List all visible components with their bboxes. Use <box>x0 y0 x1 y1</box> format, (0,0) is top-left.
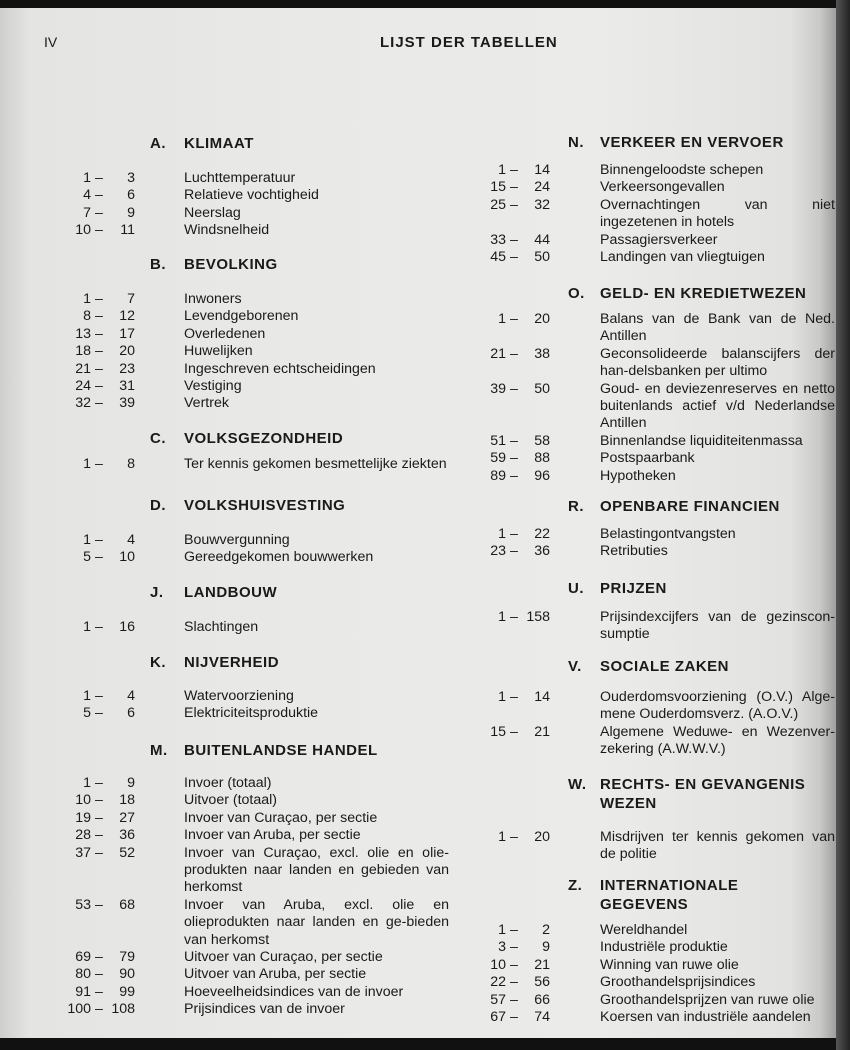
range-to: 108 <box>111 1001 135 1018</box>
entry-description: Passagiersverkeer <box>600 231 718 248</box>
entry-description: Slachtingen <box>184 619 259 635</box>
entry-description: Uitvoer (totaal) <box>184 792 278 809</box>
table-entry <box>0 829 835 864</box>
table-entry <box>0 922 835 939</box>
range-from: 25 <box>490 196 506 213</box>
range-dash: – <box>510 345 518 362</box>
table-range <box>466 232 550 249</box>
section-title: GELD- EN KREDIETWEZEN <box>600 285 807 302</box>
table-range <box>466 543 550 560</box>
entry-description: Goud- en deviezenreserves en netto buitenlands actief v/d Nederlandse Antillen <box>600 380 835 432</box>
table-entry <box>0 162 835 179</box>
table-entry <box>0 689 835 724</box>
range-dash: – <box>95 827 103 844</box>
range-dash: – <box>510 231 518 248</box>
entry-description: Ter kennis gekomen besmettelijke ziekten <box>184 456 447 472</box>
section-title: BEVOLKING <box>184 256 278 273</box>
table-entry <box>0 197 835 232</box>
range-to: 23 <box>119 360 135 377</box>
range-to: 20 <box>534 311 550 327</box>
range-to: 18 <box>119 792 135 809</box>
table-range <box>466 450 550 467</box>
range-to: 6 <box>127 705 135 722</box>
range-from: 1 <box>498 829 506 845</box>
range-dash: – <box>510 723 518 740</box>
range-dash: – <box>510 829 518 845</box>
range-dash: – <box>95 325 103 342</box>
range-to: 74 <box>534 1009 550 1026</box>
range-to: 16 <box>119 619 135 635</box>
range-dash: – <box>95 360 103 377</box>
range-to: 38 <box>534 345 550 362</box>
table-entry <box>0 346 835 381</box>
range-to: 32 <box>534 196 550 213</box>
table-entry <box>0 724 835 759</box>
range-dash: – <box>510 922 518 938</box>
table-range <box>51 775 135 792</box>
entry-description: Groothandelsprijsindices <box>600 974 756 991</box>
range-dash: – <box>95 844 103 861</box>
range-dash: – <box>510 974 518 991</box>
range-dash: – <box>510 162 518 178</box>
range-from: 1 <box>83 291 91 307</box>
range-from: 37 <box>75 844 91 861</box>
table-entry <box>0 810 449 827</box>
table-range <box>466 609 550 626</box>
table-range <box>466 829 550 846</box>
table-range <box>466 957 550 974</box>
range-dash: – <box>510 450 518 467</box>
range-to: 11 <box>120 222 135 239</box>
range-from: 1 <box>498 526 506 542</box>
range-to: 7 <box>127 291 135 307</box>
range-from: 1 <box>498 689 506 705</box>
range-to: 9 <box>542 939 550 956</box>
range-dash: – <box>95 705 103 722</box>
section-letter: C. <box>150 430 166 447</box>
range-from: 1 <box>498 311 506 327</box>
range-from: 53 <box>75 896 91 913</box>
section-title: BUITENLANDSE HANDEL <box>184 742 378 759</box>
entry-description: Overledenen <box>184 325 266 342</box>
table-entry <box>0 939 835 956</box>
entry-description: Huwelijken <box>184 343 253 360</box>
range-dash: – <box>510 467 518 484</box>
entry-description: Prijsindices van de invoer <box>184 1001 345 1018</box>
entry-description: Industriële produktie <box>600 939 728 956</box>
section-letter: J. <box>150 584 164 601</box>
section-letter: Z. <box>568 877 583 894</box>
entry-description: Prijsindexcijfers van de gezinscon-sumptie <box>600 609 835 643</box>
entry-description: Balans van de Bank van de Ned. Antillen <box>600 311 835 345</box>
range-to: 36 <box>119 827 135 844</box>
range-to: 21 <box>534 723 550 740</box>
table-range <box>51 291 135 308</box>
table-range <box>466 468 550 485</box>
range-from: 51 <box>490 432 506 449</box>
range-to: 3 <box>127 170 135 186</box>
table-entry <box>0 232 835 249</box>
entry-description: Wereldhandel <box>600 922 688 938</box>
range-from: 22 <box>490 974 506 991</box>
table-entry <box>0 450 835 467</box>
table-entry <box>0 249 835 266</box>
section-letter: D. <box>150 497 166 514</box>
table-entry <box>0 1009 835 1026</box>
range-dash: – <box>95 775 103 791</box>
range-dash: – <box>95 983 103 1000</box>
table-entry <box>0 311 835 346</box>
entry-description: Hoeveelheidsindices van de invoer <box>184 983 404 1000</box>
table-range <box>466 249 550 266</box>
section-entries <box>0 829 835 864</box>
range-dash: – <box>95 222 103 239</box>
range-dash: – <box>510 380 518 397</box>
range-to: 10 <box>119 549 135 566</box>
range-from: 19 <box>75 809 91 826</box>
table-range <box>466 433 550 450</box>
range-dash: – <box>510 991 518 1008</box>
entry-description: Verkeersongevallen <box>600 179 725 196</box>
section-title: VERKEER EN VERVOER <box>600 134 784 151</box>
range-to: 4 <box>127 688 135 704</box>
range-dash: – <box>95 809 103 826</box>
section-title: PRIJZEN <box>600 580 667 597</box>
entry-description: Inwoners <box>184 291 242 307</box>
section-letter: N. <box>568 134 584 151</box>
entry-description: Invoer van Curaçao, excl. olie en olie-produkten naar landen en gebieden van herkomst <box>184 844 449 896</box>
range-to: 21 <box>534 956 550 973</box>
range-from: 15 <box>490 723 506 740</box>
range-to: 22 <box>534 526 550 542</box>
table-entry <box>0 526 835 543</box>
section-entries <box>0 162 835 266</box>
entry-description: Elektriciteitsproduktie <box>184 705 319 722</box>
entry-description: Relatieve vochtigheid <box>184 187 319 204</box>
table-range <box>466 939 550 956</box>
range-dash: – <box>95 966 103 983</box>
range-to: 52 <box>119 844 135 861</box>
range-dash: – <box>510 543 518 560</box>
table-entry <box>0 381 835 433</box>
entry-description: Ouderdomsvoorziening (O.V.) Alge-mene Ouderdomsverz. (A.O.V.) <box>600 689 835 723</box>
entry-description: Binnengeloodste schepen <box>600 162 764 178</box>
section-letter: R. <box>568 498 584 515</box>
range-dash: – <box>510 939 518 956</box>
section-letter: V. <box>568 658 582 675</box>
range-from: 24 <box>75 378 91 395</box>
table-range <box>51 792 135 809</box>
range-to: 14 <box>534 689 550 705</box>
entry-description: Neerslag <box>184 204 241 221</box>
range-from: 10 <box>490 956 506 973</box>
book-spine-edge <box>836 0 850 1050</box>
table-entry <box>0 957 835 974</box>
entry-description: Luchttemperatuur <box>184 170 296 186</box>
entry-description: Vestiging <box>184 378 242 395</box>
range-dash: – <box>95 688 103 704</box>
range-to: 58 <box>534 432 550 449</box>
range-from: 1 <box>498 609 506 625</box>
range-to: 6 <box>127 187 135 204</box>
table-range <box>466 346 550 363</box>
range-to: 79 <box>119 949 135 966</box>
entry-description: Invoer van Aruba, per sectie <box>184 827 361 844</box>
range-dash: – <box>510 196 518 213</box>
range-dash: – <box>95 949 103 966</box>
range-dash: – <box>510 956 518 973</box>
range-from: 4 <box>83 187 91 204</box>
range-from: 18 <box>75 343 91 360</box>
range-dash: – <box>510 689 518 705</box>
range-dash: – <box>95 792 103 809</box>
range-from: 100 <box>67 1001 91 1018</box>
range-dash: – <box>95 343 103 360</box>
section-entries <box>0 609 835 644</box>
section-letter: M. <box>150 742 168 759</box>
entry-description: Algemene Weduwe- en Wezenver-zekering (A.W.W.V.) <box>600 723 835 758</box>
table-entry <box>0 543 835 560</box>
entry-description: Koersen van industriële aandelen <box>600 1009 811 1026</box>
range-dash: – <box>510 249 518 266</box>
range-from: 91 <box>75 983 91 1000</box>
section-letter: A. <box>150 135 166 152</box>
range-to: 31 <box>119 378 135 395</box>
range-dash: – <box>95 308 103 325</box>
section-letter: O. <box>568 285 585 302</box>
range-to: 44 <box>534 231 550 248</box>
range-to: 14 <box>534 162 550 178</box>
range-dash: – <box>95 170 103 186</box>
table-entry <box>0 974 835 991</box>
table-range <box>466 689 550 706</box>
range-to: 17 <box>119 325 135 342</box>
table-entry <box>0 468 835 485</box>
entry-description: Ingeschreven echtscheidingen <box>184 360 376 377</box>
range-from: 10 <box>75 792 91 809</box>
entry-description: Geconsolideerde balanscijfers der han-delsbanken per ultimo <box>600 345 835 380</box>
entry-description: Groothandelsprijzen van ruwe olie <box>600 991 815 1008</box>
range-from: 69 <box>75 949 91 966</box>
document-page <box>0 8 838 1038</box>
range-to: 90 <box>119 966 135 983</box>
range-dash: – <box>510 432 518 449</box>
page-title: LIJST DER TABELLEN <box>380 34 558 51</box>
range-to: 96 <box>534 467 550 484</box>
entry-description: Windsnelheid <box>184 222 270 239</box>
range-to: 20 <box>119 343 135 360</box>
table-entry <box>0 775 449 792</box>
range-to: 68 <box>119 896 135 913</box>
range-dash: – <box>95 291 103 307</box>
range-from: 21 <box>490 345 506 362</box>
entry-description: Invoer (totaal) <box>184 775 272 791</box>
range-dash: – <box>510 609 518 625</box>
section-entries <box>0 311 835 485</box>
range-from: 8 <box>83 308 91 325</box>
table-range <box>466 1009 550 1026</box>
entry-description: Misdrijven ter kennis gekomen van de politie <box>600 829 835 863</box>
range-from: 10 <box>75 222 91 239</box>
range-from: 67 <box>490 1009 506 1026</box>
range-from: 13 <box>75 325 91 342</box>
range-from: 23 <box>490 543 506 560</box>
range-dash: – <box>95 187 103 204</box>
range-to: 9 <box>127 204 135 221</box>
range-dash: – <box>95 532 103 548</box>
range-to: 50 <box>534 249 550 266</box>
table-range <box>466 922 550 939</box>
page-number: IV <box>44 34 58 50</box>
table-range <box>51 897 135 914</box>
section-letter: K. <box>150 654 166 671</box>
range-from: 45 <box>490 249 506 266</box>
entry-description: Overnachtingen van niet ingezetenen in hotels <box>600 196 835 231</box>
table-entry <box>0 792 449 809</box>
range-to: 8 <box>127 456 135 472</box>
entry-description: Gereedgekomen bouwwerken <box>184 549 374 566</box>
range-to: 158 <box>526 609 550 625</box>
entry-description: Winning van ruwe olie <box>600 956 739 973</box>
table-range <box>466 974 550 991</box>
section-title: VOLKSHUISVESTING <box>184 497 346 514</box>
range-dash: – <box>95 896 103 913</box>
section-letter: B. <box>150 256 166 273</box>
section-entries <box>0 922 835 1026</box>
range-from: 21 <box>75 360 91 377</box>
range-to: 66 <box>534 991 550 1008</box>
table-range <box>466 724 550 741</box>
entry-description: Hypotheken <box>600 467 676 484</box>
section-title: INTERNATIONALE GEGEVENS <box>600 877 739 913</box>
entry-description: Watervoorziening <box>184 688 294 704</box>
table-range <box>466 526 550 543</box>
range-to: 9 <box>127 775 135 791</box>
table-entry <box>0 433 835 450</box>
range-dash: – <box>95 549 103 566</box>
range-from: 7 <box>83 204 91 221</box>
range-from: 33 <box>490 231 506 248</box>
range-dash: – <box>95 619 103 635</box>
table-range <box>466 162 550 179</box>
table-entry <box>0 291 449 308</box>
range-from: 89 <box>490 467 506 484</box>
range-dash: – <box>510 526 518 542</box>
section-entries <box>0 689 835 759</box>
table-entry <box>0 992 835 1009</box>
range-from: 80 <box>75 966 91 983</box>
range-dash: – <box>510 179 518 196</box>
range-to: 24 <box>534 179 550 196</box>
range-from: 1 <box>83 619 91 635</box>
range-from: 59 <box>490 450 506 467</box>
section-title: SOCIALE ZAKEN <box>600 658 730 675</box>
section-title: LANDBOUW <box>184 584 278 601</box>
range-from: 15 <box>490 179 506 196</box>
table-range <box>51 810 135 827</box>
entry-description: Uitvoer van Curaçao, per sectie <box>184 949 383 966</box>
range-from: 1 <box>83 456 91 472</box>
section-title: OPENBARE FINANCIEN <box>600 498 780 515</box>
table-entry <box>0 609 835 644</box>
range-to: 56 <box>534 974 550 991</box>
section-title: VOLKSGEZONDHEID <box>184 430 344 447</box>
range-from: 28 <box>75 827 91 844</box>
range-from: 1 <box>83 170 91 186</box>
entry-description: Belastingontvangsten <box>600 526 736 542</box>
range-dash: – <box>95 204 103 221</box>
range-to: 2 <box>542 922 550 938</box>
range-from: 39 <box>490 380 506 397</box>
entry-description: Landingen van vliegtuigen <box>600 249 765 266</box>
table-range <box>466 311 550 328</box>
range-to: 4 <box>127 532 135 548</box>
section-title: NIJVERHEID <box>184 654 280 671</box>
range-dash: – <box>510 1009 518 1026</box>
range-from: 57 <box>490 991 506 1008</box>
table-range <box>466 992 550 1009</box>
range-from: 1 <box>83 532 91 548</box>
range-to: 50 <box>534 380 550 397</box>
range-from: 1 <box>498 922 506 938</box>
range-from: 5 <box>83 705 91 722</box>
entry-description: Vertrek <box>184 395 229 412</box>
entry-description: Invoer van Curaçao, per sectie <box>184 809 378 826</box>
range-to: 12 <box>119 308 135 325</box>
entry-description: Uitvoer van Aruba, per sectie <box>184 966 367 983</box>
table-range <box>466 197 550 214</box>
range-dash: – <box>95 1001 103 1018</box>
range-from: 5 <box>83 549 91 566</box>
range-dash: – <box>95 456 103 472</box>
table-entry <box>0 179 835 196</box>
range-from: 1 <box>498 162 506 178</box>
entry-description: Bouwvergunning <box>184 532 290 548</box>
entry-description: Postspaarbank <box>600 450 695 467</box>
range-to: 27 <box>119 809 135 826</box>
section-entries <box>0 526 835 561</box>
range-to: 20 <box>534 829 550 845</box>
range-from: 1 <box>83 775 91 791</box>
range-from: 1 <box>83 688 91 704</box>
range-from: 3 <box>498 939 506 956</box>
range-to: 88 <box>534 450 550 467</box>
entry-description: Levendgeborenen <box>184 308 299 325</box>
range-dash: – <box>95 395 103 412</box>
entry-description: Retributies <box>600 543 668 560</box>
range-to: 39 <box>119 395 135 412</box>
range-dash: – <box>510 311 518 327</box>
range-from: 32 <box>75 395 91 412</box>
table-range <box>466 381 550 398</box>
section-title: KLIMAAT <box>184 135 254 152</box>
range-to: 99 <box>119 983 135 1000</box>
section-letter: U. <box>568 580 584 597</box>
section-title: RECHTS- EN GEVANGENIS WEZEN <box>600 776 806 812</box>
range-dash: – <box>95 378 103 395</box>
table-range <box>466 179 550 196</box>
entry-description: Binnenlandse liquiditeitenmassa <box>600 432 803 449</box>
range-to: 36 <box>534 543 550 560</box>
entry-description: Invoer van Aruba, excl. olie en olieprodukten naar landen en ge-bieden van herkomst <box>184 896 449 948</box>
section-letter: W. <box>568 776 587 793</box>
